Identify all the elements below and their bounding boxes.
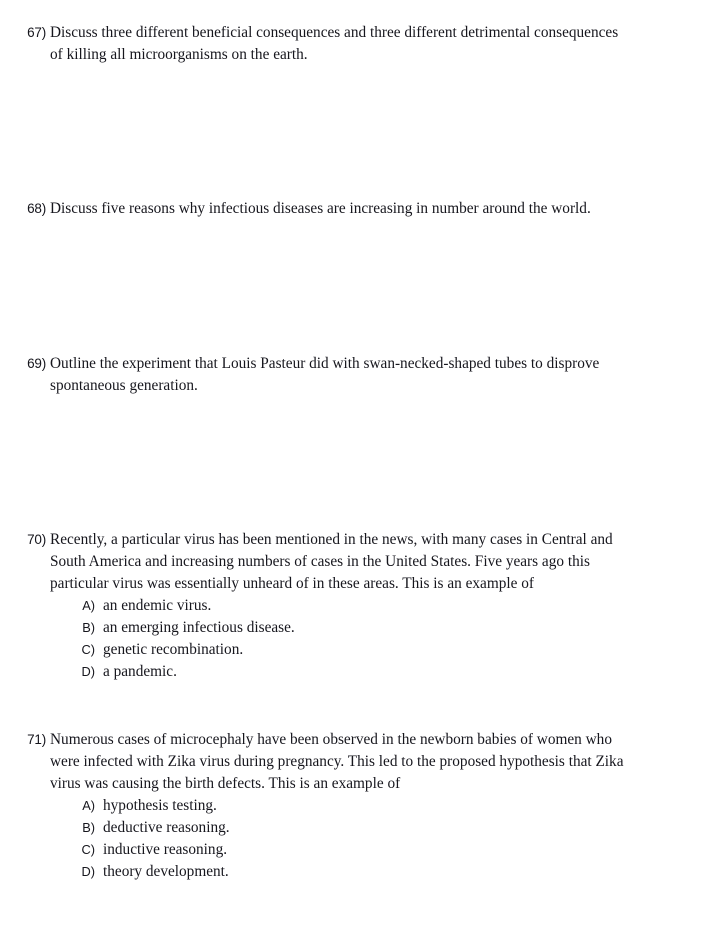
question-stem bbox=[0, 353, 727, 397]
question-stem bbox=[0, 729, 727, 795]
option-letter: A) bbox=[82, 598, 95, 613]
option-row[interactable] bbox=[0, 795, 727, 817]
option-letter: A) bbox=[82, 798, 95, 813]
question-text: Numerous cases of microcephaly have been observed in the newborn babies of women who were infected with Zika virus during pregnancy. This led to the proposed hypothesis that Zika virus was causing the birth defects. This is an example of bbox=[50, 731, 624, 792]
answer-space[interactable] bbox=[0, 397, 727, 527]
answer-space[interactable] bbox=[0, 66, 727, 176]
question-number: 70) bbox=[27, 532, 46, 547]
option-letter: B) bbox=[82, 620, 95, 635]
question-text: Discuss three different beneficial consequences and three different detrimental consequences of killing all microorganisms on the earth. bbox=[50, 24, 619, 63]
option-text: inductive reasoning. bbox=[103, 841, 228, 858]
option-row[interactable] bbox=[0, 617, 727, 639]
answer-space[interactable] bbox=[0, 220, 727, 350]
answer-options bbox=[0, 795, 727, 883]
question-stem bbox=[0, 22, 727, 66]
option-letter: B) bbox=[82, 820, 95, 835]
option-row[interactable] bbox=[0, 861, 727, 883]
question-number: 69) bbox=[27, 356, 46, 371]
option-letter: C) bbox=[81, 642, 95, 657]
question-item bbox=[0, 729, 727, 883]
question-item bbox=[0, 353, 727, 527]
option-row[interactable] bbox=[0, 595, 727, 617]
answer-options bbox=[0, 595, 727, 683]
option-row[interactable] bbox=[0, 839, 727, 861]
question-item bbox=[0, 22, 727, 176]
question-text: Recently, a particular virus has been mentioned in the news, with many cases in Central and South America and increasing numbers of cases in the United States. Five years ago this particular virus was essentially unheard of in these areas. This is an example of bbox=[50, 531, 613, 592]
option-row[interactable] bbox=[0, 817, 727, 839]
option-text: deductive reasoning. bbox=[103, 819, 230, 836]
option-row[interactable] bbox=[0, 639, 727, 661]
question-stem bbox=[0, 198, 727, 220]
option-text: an endemic virus. bbox=[103, 597, 212, 614]
question-text: Outline the experiment that Louis Pasteur did with swan-necked-shaped tubes to disprove spontaneous generation. bbox=[50, 355, 600, 394]
question-number: 68) bbox=[27, 201, 46, 216]
question-stem bbox=[0, 529, 727, 595]
question-number: 67) bbox=[27, 25, 46, 40]
option-letter: D) bbox=[81, 864, 95, 879]
question-text: Discuss five reasons why infectious diseases are increasing in number around the world. bbox=[50, 200, 591, 217]
option-text: an emerging infectious disease. bbox=[103, 619, 295, 636]
question-item bbox=[0, 198, 727, 350]
question-number: 71) bbox=[27, 732, 46, 747]
option-text: a pandemic. bbox=[103, 663, 177, 680]
option-text: hypothesis testing. bbox=[103, 797, 217, 814]
question-item bbox=[0, 529, 727, 683]
option-letter: D) bbox=[81, 664, 95, 679]
option-text: theory development. bbox=[103, 863, 229, 880]
option-letter: C) bbox=[81, 842, 95, 857]
option-text: genetic recombination. bbox=[103, 641, 244, 658]
option-row[interactable] bbox=[0, 661, 727, 683]
